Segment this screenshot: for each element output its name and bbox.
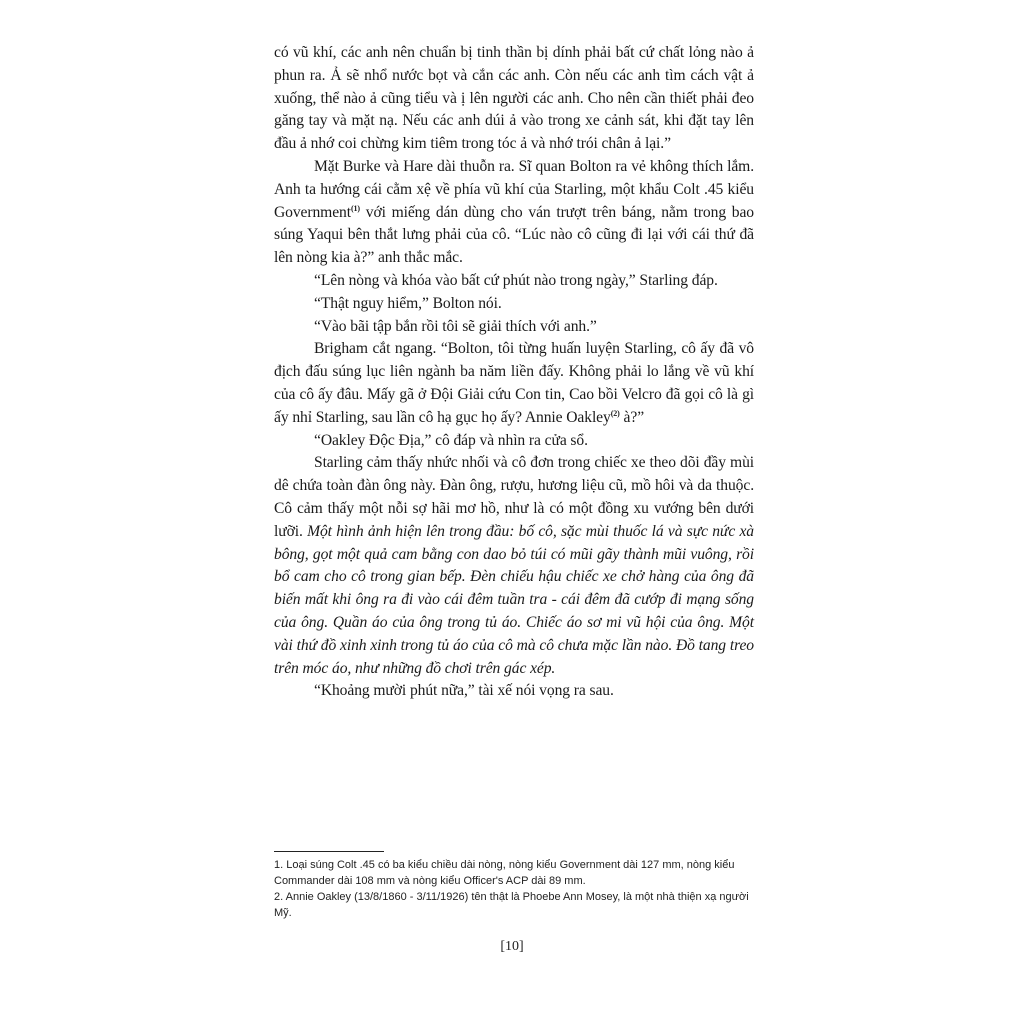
paragraph-8-italic: Một hình ảnh hiện lên trong đầu: bố cô, sặc mùi thuốc lá và sực nức xà bông, gọt một quả cam bằng con dao bỏ túi có mũi gãy thành mũi vuông, rồi bổ cam cho cô trong gian bếp. Đèn chiếu hậu chiếc xe chở hàng của ông đã biến mất khi ông ra đi vào cái đêm tuần tra - cái đêm đã cướp đi mạng sống của ông. Quần áo của ông trong tủ áo. Chiếc áo sơ mi vũ hội của ông. Một vài thứ đồ xinh xinh trong tủ áo của cô mà cô chưa mặc lần nào. Đồ tang treo trên móc áo, như những đồ chơi trên gác xép. xyxy=(274,522,754,677)
paragraph-7: “Oakley Độc Địa,” cô đáp và nhìn ra cửa sổ. xyxy=(314,431,588,449)
paragraph-2-text-a: Mặt Burke và Hare dài thuỗn ra. Sĩ quan Bolton ra vẻ không thích lắm. Anh ta hướng cái cằm xệ về phía vũ khí của Starling, một khẩu Colt .45 kiểu Government xyxy=(274,157,754,221)
footnote-1: 1. Loại súng Colt .45 có ba kiểu chiều dài nòng, nòng kiểu Government dài 127 mm, nòng kiểu Commander dài 108 mm và nòng kiểu Officer's ACP dài 89 mm. xyxy=(274,859,735,887)
paragraph-5: “Vào bãi tập bắn rồi tôi sẽ giải thích với anh.” xyxy=(314,317,597,335)
paragraph-6-text-b: à?” xyxy=(619,408,645,426)
page-number: [10] xyxy=(500,939,524,954)
footnote-divider xyxy=(274,851,384,852)
paragraph-6 xyxy=(274,338,754,429)
footnotes xyxy=(274,858,758,922)
paragraph-6-text-a: Brigham cắt ngang. “Bolton, tôi từng huấn luyện Starling, cô ấy đã vô địch đấu súng lục liên ngành ba năm liền đấy. Không phải lo lắng về vũ khí của cô ấy đâu. Mấy gã ở Đội Giải cứu Con tin, Cao bồi Velcro đã gọi cô là gì ấy nhỉ Starling, sau lần cô hạ gục họ ấy? Annie Oakley xyxy=(274,340,754,426)
footnote-2: 2. Annie Oakley (13/8/1860 - 3/11/1926) tên thật là Phoebe Ann Mosey, là một nhà thiện xạ người Mỹ. xyxy=(274,891,749,919)
paragraph-4: “Thật nguy hiểm,” Bolton nói. xyxy=(314,294,502,312)
paragraph-3: “Lên nòng và khóa vào bất cứ phút nào trong ngày,” Starling đáp. xyxy=(314,271,718,289)
paragraph-9: “Khoảng mười phút nữa,” tài xế nói vọng ra sau. xyxy=(314,682,614,700)
paragraph-8 xyxy=(274,452,754,680)
paragraph-2 xyxy=(274,156,754,270)
footnote-ref-2: (2) xyxy=(610,408,620,418)
footnote-ref-1: (1) xyxy=(350,203,360,213)
paragraph-2-text-b: với miếng dán dùng cho ván trượt trên báng, nằm trong bao súng Yaqui bên thắt lưng phải của cô. “Lúc nào cô cũng đi lại với cái thứ đã lên nòng kia à?” anh thắc mắc. xyxy=(274,203,754,267)
paragraph-8-plain: Starling cảm thấy nhức nhối và cô đơn trong chiếc xe theo dõi đầy mùi dê chứa toàn đàn ông này. Đàn ông, rượu, hương liệu cũ, mồ hôi và da thuộc. Cô cảm thấy một nỗi sợ hãi mơ hồ, như là có một đồng xu vướng bên dưới lưỡi. xyxy=(274,454,754,540)
main-text xyxy=(274,42,754,703)
paragraph-1: có vũ khí, các anh nên chuẩn bị tinh thần bị dính phải bất cứ chất lỏng nào ả phun ra. Ả sẽ nhổ nước bọt và cắn các anh. Còn nếu các anh tìm cách vật ả xuống, thể nào ả cũng tiểu và ị lên người các anh. Cho nên cần thiết phải đeo găng tay và mặt nạ. Nếu các anh dúi ả vào trong xe cảnh sát, khi đặt tay lên đầu ả nhớ coi chừng kim tiêm trong tóc ả và nhớ trói chân ả lại.” xyxy=(274,44,754,153)
